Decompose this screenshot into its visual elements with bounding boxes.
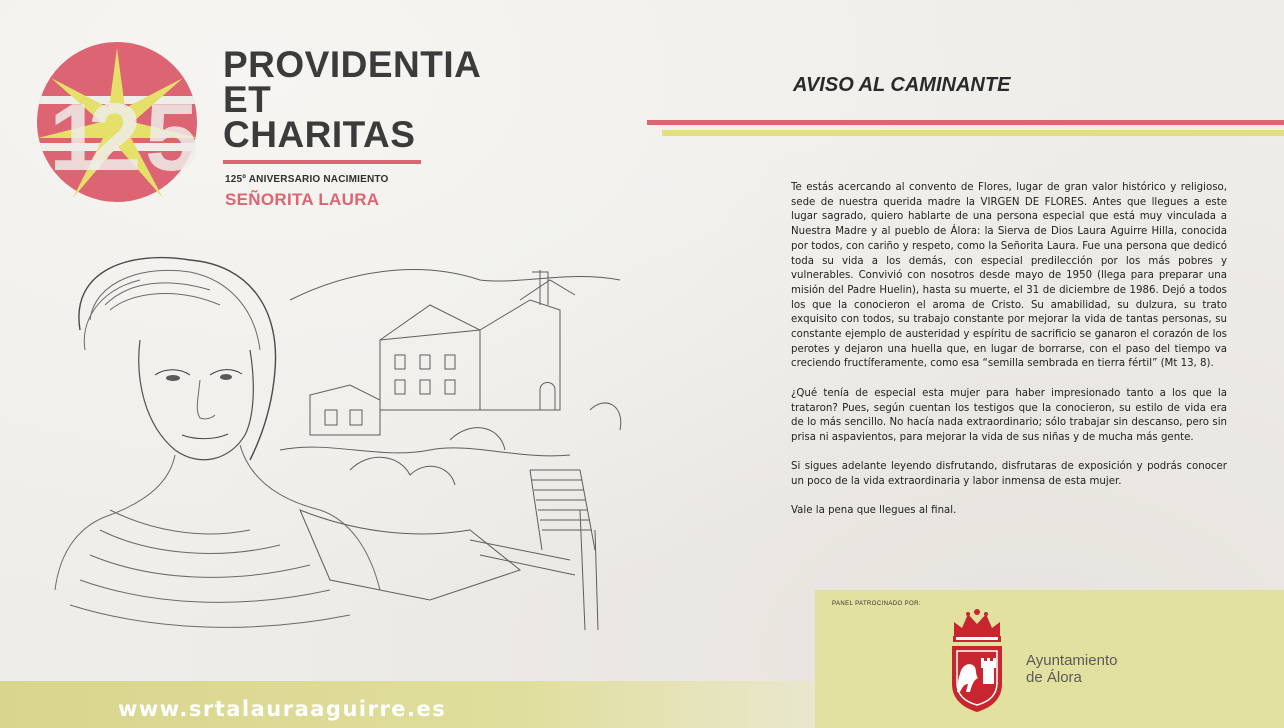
website-link[interactable]: www.srtalauraaguirre.es [118, 697, 447, 721]
sponsor-name-line: de Álora [1026, 669, 1082, 686]
brand-title-line: CHARITAS [223, 114, 416, 155]
brand-name: SEÑORITA LAURA [225, 190, 380, 209]
svg-text:2: 2 [88, 84, 142, 191]
accent-bar-yellow [662, 130, 1284, 136]
notice-paragraph: Te estás acercando al convento de Flores, lugar de gran valor histórico y religioso, sede de nuestra querida madre la VIRGEN DE FLORES. Antes que llegues a este lugar sagrado, quiero hablarte de una persona especial que está muy vinculada a Nuestra Madre y al pueblo de Álora: la Sierva de Dios Laura Aguirre Hilla, conocida por todos, con cariño y respeto, como la Señorita Laura. Fue una persona que dedicó toda su vida a los demás, con especial predilección por los más pobres y vulnerables. Convivió con nosotros desde mayo de 1950 (llega para preparar una misión del Padre Huelin), hasta su muerte, el 31 de diciembre de 1986. Dejó a todos los que la conocieron el aroma de Cristo. Su amabilidad, su dulzura, su trato exquisito con todos, su trabajo constante por mejorar la vida de tantas personas, su constante ejemplo de austeridad y espíritu de sacrificio se ganaron el corazón de los perotes y dejaron una huella que, en lugar de borrarse, con el paso del tiempo va creciendo fructíferamente, como esa “semilla sembrada en tierra fértil” (Mt 13, 8). [791, 182, 1227, 370]
notice-paragraph: Vale la pena que llegues al final. [791, 505, 957, 517]
notice-body [791, 181, 1227, 534]
accent-bar-pink [647, 120, 1284, 125]
brand-divider [223, 160, 421, 164]
svg-text:1: 1 [49, 84, 103, 191]
svg-text:5: 5 [145, 84, 199, 191]
notice-paragraph: Si sigues adelante leyendo disfrutando, disfrutaras de exposición y podrás conocer un poco de la vida extraordinaria y labor inmensa de esta mujer. [791, 461, 1227, 488]
notice-title: AVISO AL CAMINANTE [793, 74, 1011, 96]
brand-title [223, 44, 493, 155]
brand-title-line: ET [223, 79, 272, 120]
brand-title-line: PROVIDENTIA [223, 44, 482, 85]
sponsor-label: PANEL PATROCINADO POR: [832, 601, 921, 607]
sponsor-name [1026, 652, 1117, 686]
brand-subtitle: 125º ANIVERSARIO NACIMIENTO [225, 174, 389, 185]
notice-paragraph: ¿Qué tenía de especial esta mujer para haber impresionado tanto a los que la trataron? Pues, según cuentan los testigos que la conocieron, su estilo de vida era de lo más sencillo. No hacía nada extraordinario; sólo trabajar sin descanso, pero sin prisa ni aspavientos, para mejorar la vida de sus niñas y de mucha más gente. [791, 387, 1227, 443]
portrait-and-convent-sketch-icon [50, 210, 630, 650]
coat-of-arms-icon [948, 606, 1006, 716]
anniversary-logo-icon [33, 38, 208, 206]
sponsor-name-line: Ayuntamiento [1026, 652, 1118, 669]
